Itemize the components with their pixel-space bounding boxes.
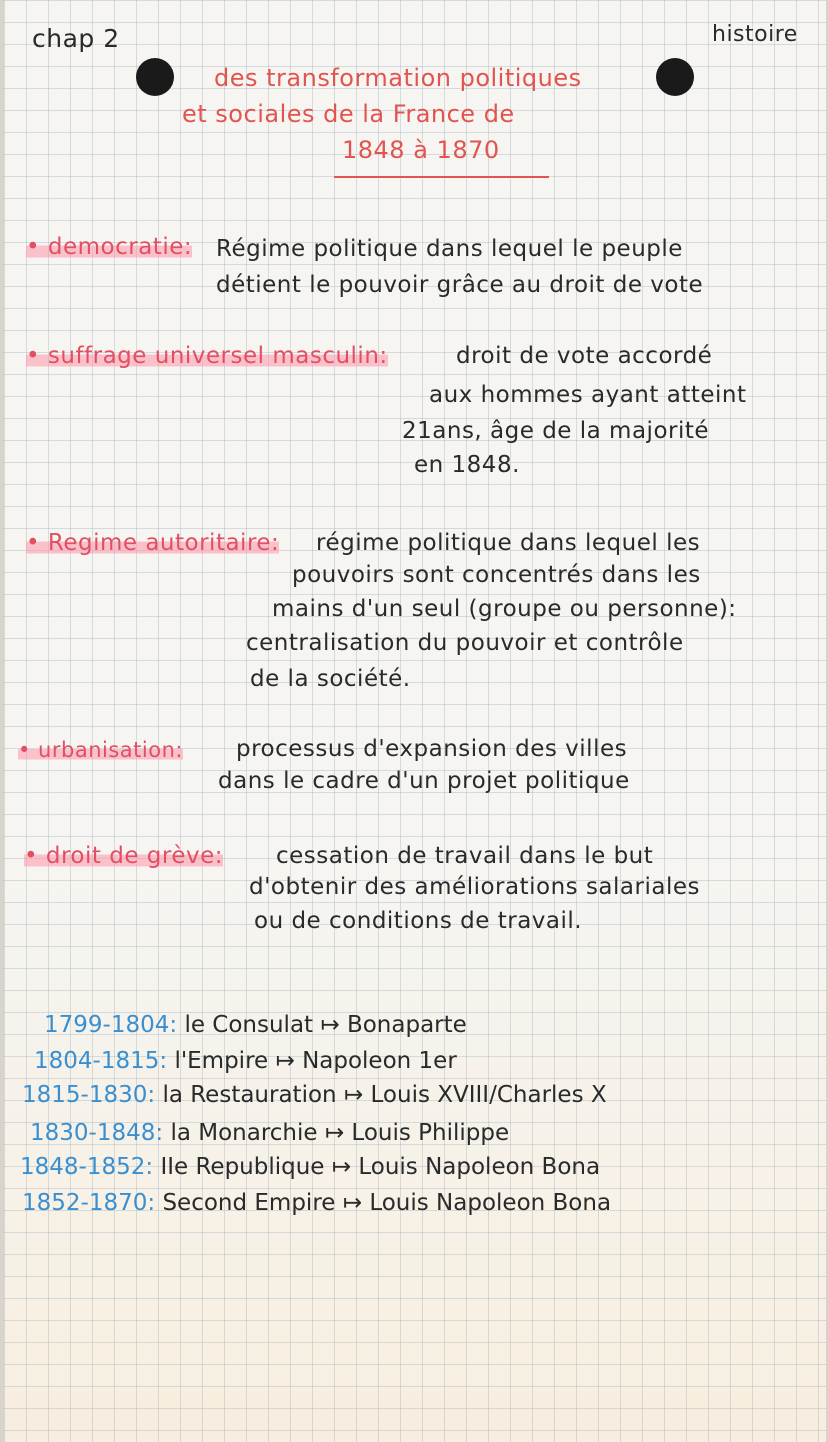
definition-line: mains d'un seul (groupe ou personne): — [272, 596, 737, 622]
title-underline — [334, 176, 549, 178]
term-suffrage: • suffrage universel masculin: — [26, 343, 388, 369]
subject-label: histoire — [712, 22, 798, 47]
timeline-text: le Consulat ↦ Bonaparte — [184, 1012, 467, 1038]
definition-line: droit de vote accordé — [456, 343, 713, 369]
timeline-entry — [30, 1120, 509, 1146]
definition-line: détient le pouvoir grâce au droit de vote — [216, 272, 704, 298]
timeline-text: l'Empire ↦ Napoleon 1er — [174, 1048, 457, 1074]
definition-line: d'obtenir des améliorations salariales — [249, 874, 700, 900]
term-urbanisation: • urbanisation: — [18, 738, 183, 762]
title-line-2: et sociales de la France de — [182, 100, 515, 128]
timeline-dates: 1848-1852: — [20, 1154, 154, 1180]
title-line-3: 1848 à 1870 — [342, 136, 500, 164]
punch-hole — [136, 58, 174, 96]
timeline-text: IIe Republique ↦ Louis Napoleon Bona — [160, 1154, 601, 1180]
timeline-dates: 1830-1848: — [30, 1120, 164, 1146]
timeline-text: la Monarchie ↦ Louis Philippe — [170, 1120, 510, 1146]
title-line-1: des transformation politiques — [214, 64, 582, 92]
term-regime-autoritaire: • Regime autoritaire: — [26, 530, 280, 556]
term-democratie: • democratie: — [26, 234, 193, 260]
definition-line: processus d'expansion des villes — [236, 736, 628, 762]
definition-line: pouvoirs sont concentrés dans les — [292, 562, 701, 588]
definition-line: ou de conditions de travail. — [254, 908, 583, 934]
timeline-dates: 1804-1815: — [34, 1048, 168, 1074]
definition-line: dans le cadre d'un projet politique — [218, 768, 630, 794]
definition-line: de la société. — [250, 666, 411, 692]
term-droit-de-greve: • droit de grève: — [24, 843, 223, 869]
timeline-entry — [22, 1190, 611, 1216]
timeline-entry — [34, 1048, 457, 1074]
punch-hole — [656, 58, 694, 96]
grid-paper — [4, 0, 826, 1442]
chapter-label: chap 2 — [32, 24, 120, 53]
timeline-entry — [22, 1082, 607, 1108]
definition-line: régime politique dans lequel les — [316, 530, 701, 556]
timeline-dates: 1852-1870: — [22, 1190, 156, 1216]
definition-line: Régime politique dans lequel le peuple — [216, 236, 683, 262]
timeline-entry — [44, 1012, 467, 1038]
timeline-text: Second Empire ↦ Louis Napoleon Bona — [162, 1190, 612, 1216]
timeline-dates: 1799-1804: — [44, 1012, 178, 1038]
definition-line: centralisation du pouvoir et contrôle — [246, 630, 684, 656]
definition-line: en 1848. — [414, 452, 520, 478]
definition-line: 21ans, âge de la majorité — [402, 418, 710, 444]
timeline-text: la Restauration ↦ Louis XVIII/Charles X — [162, 1082, 607, 1108]
definition-line: cessation de travail dans le but — [276, 843, 654, 869]
timeline-entry — [20, 1154, 600, 1180]
timeline-dates: 1815-1830: — [22, 1082, 156, 1108]
definition-line: aux hommes ayant atteint — [429, 382, 747, 408]
